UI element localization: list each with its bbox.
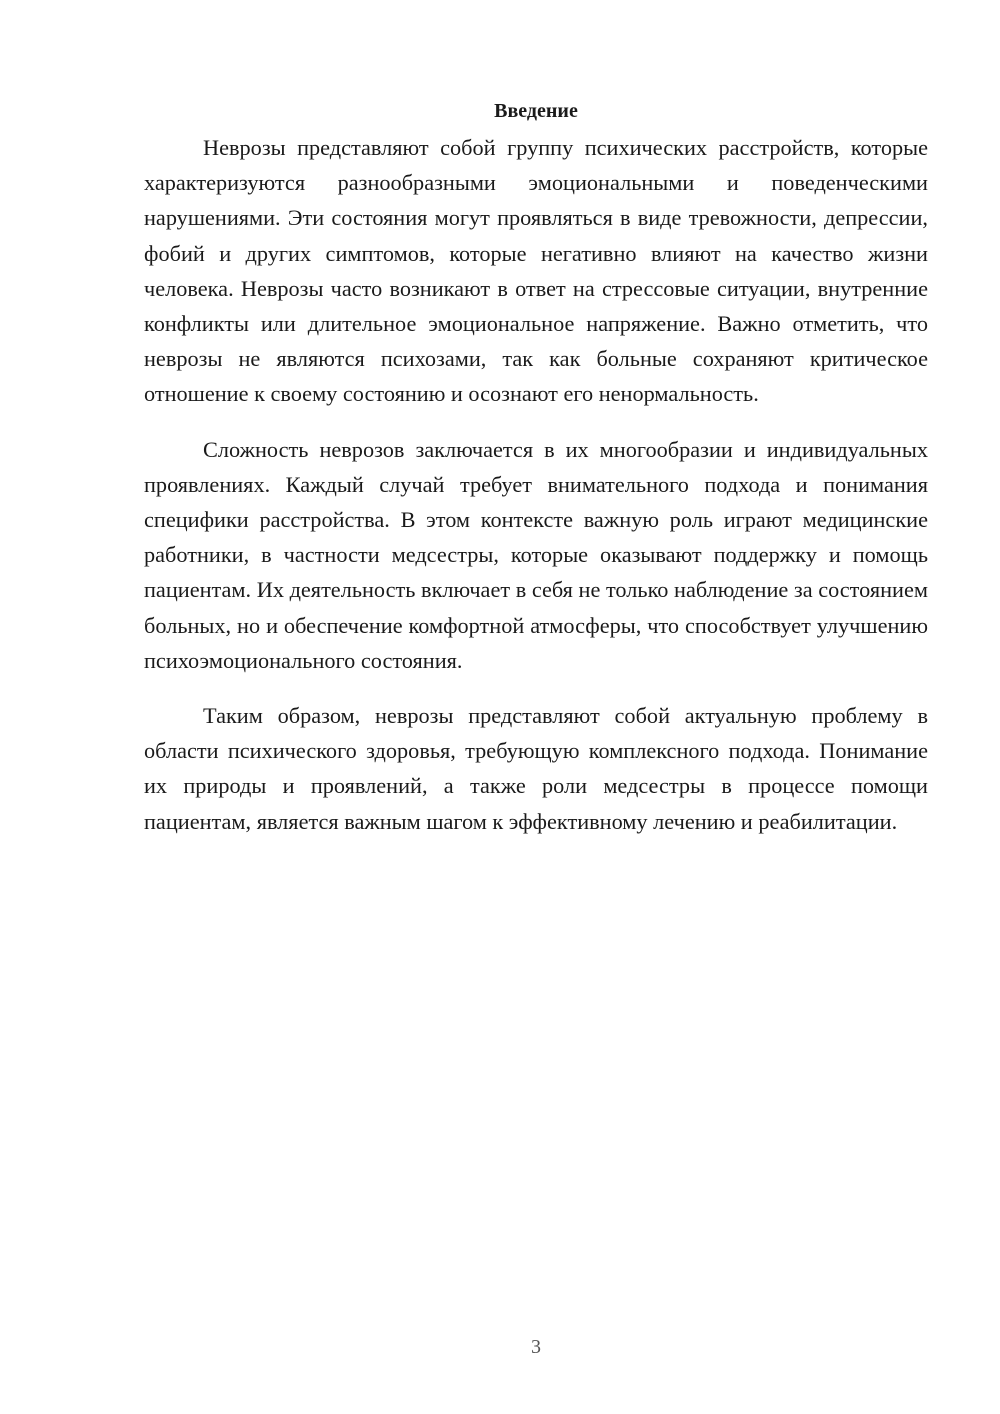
paragraph-3: Таким образом, неврозы представляют собой актуальную проблему в области психического здоровья, требующую комплексного подхода. Понимание их природы и проявлений, а также роли медсестры в процессе помощи пациентам, является важным шагом к эффективному лечению и реабилитации. bbox=[144, 703, 928, 834]
page-number: 3 bbox=[531, 1336, 541, 1358]
paragraph-1: Неврозы представляют собой группу психических расстройств, которые характеризуются разнообразными эмоциональными и поведенческими нарушениями. Эти состояния могут проявляться в виде тревожности, депрессии, фобий и других симптомов, которые негативно влияют на качество жизни человека. Неврозы часто возникают в ответ на стрессовые ситуации, внутренние конфликты или длительное эмоциональное напряжение. Важно отметить, что неврозы не являются психозами, так как больные сохраняют критическое отношение к своему состоянию и осознают его ненормальность. bbox=[144, 135, 928, 407]
document-body bbox=[144, 96, 928, 839]
section-heading: Введение bbox=[494, 100, 578, 122]
paragraph-2: Сложность неврозов заключается в их многообразии и индивидуальных проявлениях. Каждый случай требует внимательного подхода и понимания специфики расстройства. В этом контексте важную роль играют медицинские работники, в частности медсестры, которые оказывают поддержку и помощь пациентам. Их деятельность включает в себя не только наблюдение за состоянием больных, но и обеспечение комфортной атмосферы, что способствует улучшению психоэмоционального состояния. bbox=[144, 436, 928, 673]
